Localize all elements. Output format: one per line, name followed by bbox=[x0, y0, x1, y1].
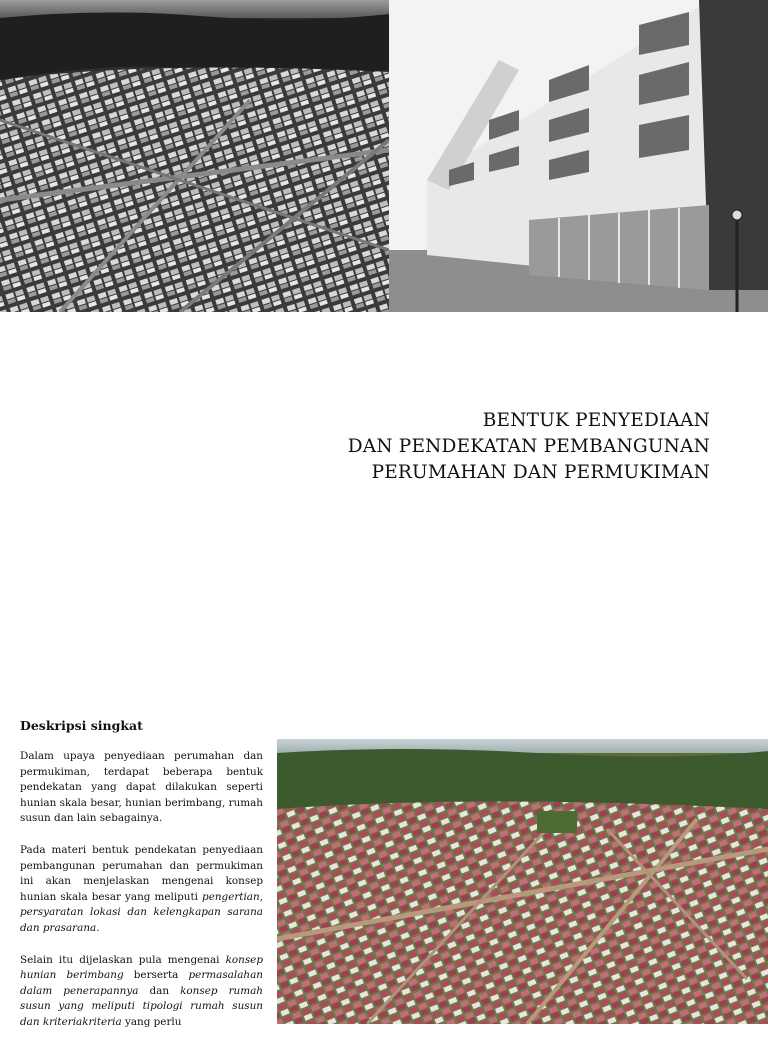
aerial-housing-color-image bbox=[277, 739, 768, 1024]
p3-text-b: konsep hunian berimbang bbox=[20, 953, 263, 982]
apartment-building-bw-image bbox=[389, 0, 768, 312]
p3-text-g: yang perlu bbox=[121, 1015, 182, 1028]
p3-text-d: permasalahan dalam penerapannya bbox=[20, 969, 263, 997]
description-paragraph-1: Dalam upaya penyediaan perumahan dan permukiman, terdapat beberapa bentuk pendekatan yang dapat dilakukan seperti hunian skala besar, hunian berimbang, rumah susun dan lain sebagainya. bbox=[20, 750, 263, 825]
title-line-2: DAN PENDEKATAN PEMBANGUNAN bbox=[347, 436, 710, 457]
p2-text-a: Pada materi bentuk pendekatan penyediaan pembangunan perumahan dan permukiman ini akan menjelaskan mengenai konsep hunian skala besar yang meliputi bbox=[20, 843, 263, 903]
p2-text-b: pengertian, persyaratan lokasi dan kelengkapan sarana dan prasarana bbox=[20, 890, 263, 934]
description-paragraph-3 bbox=[20, 953, 263, 1031]
apartment-building-bw-photo bbox=[389, 0, 768, 312]
description-heading: Deskripsi singkat bbox=[20, 718, 143, 733]
description-section bbox=[20, 718, 263, 1047]
aerial-housing-bw-photo bbox=[0, 0, 389, 312]
p3-text-a: Selain itu dijelaskan pula mengenai bbox=[20, 953, 226, 966]
p2-text-c: . bbox=[96, 921, 100, 934]
title-line-1: BENTUK PENYEDIAAN bbox=[482, 410, 710, 431]
p3-text-f: konsep rumah susun yang meliputi tipologi rumah susun dan kriteriakriteria bbox=[20, 984, 263, 1028]
p3-text-e: dan bbox=[138, 984, 181, 997]
aerial-housing-color-photo bbox=[277, 739, 768, 1024]
p3-text-c: berserta bbox=[123, 969, 189, 982]
page-title bbox=[348, 408, 710, 486]
aerial-housing-bw-image bbox=[0, 0, 389, 312]
description-paragraph-2 bbox=[20, 843, 263, 937]
title-line-3: PERUMAHAN DAN PERMUKIMAN bbox=[371, 462, 710, 483]
